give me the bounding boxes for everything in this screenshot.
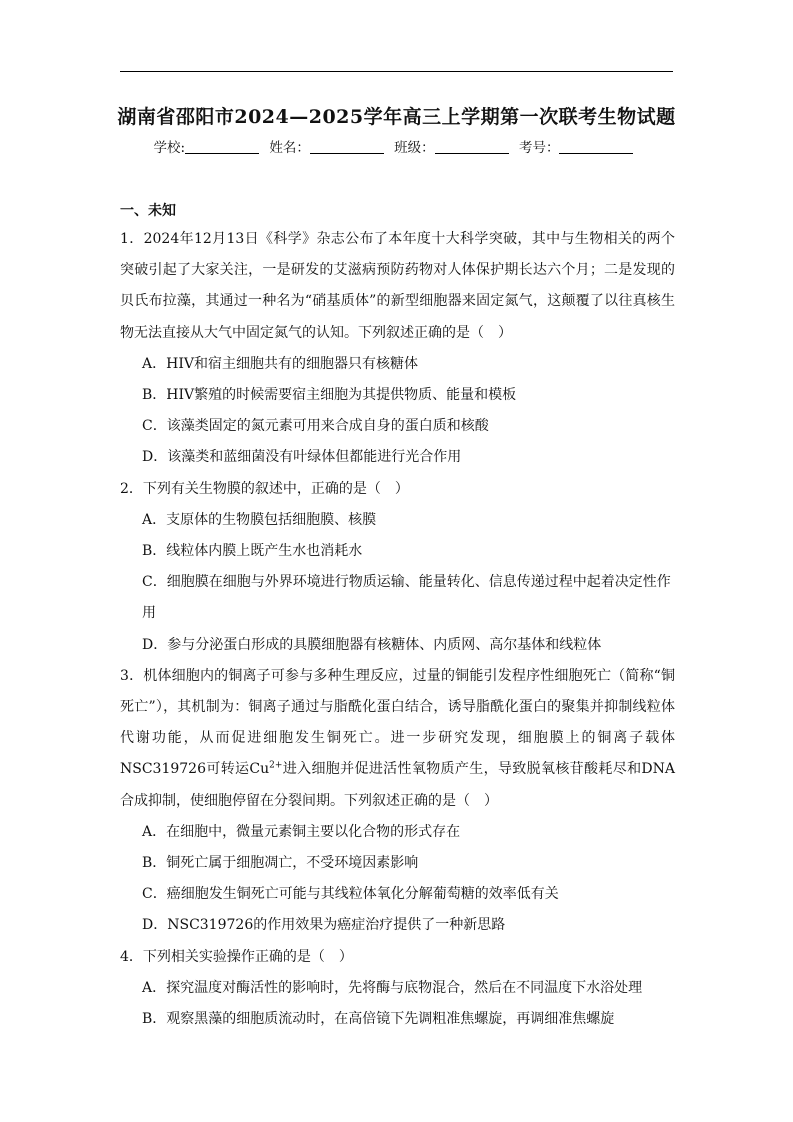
question-stem-part-1: 3．机体细胞内的铜离子可参与多种生理反应，过量的铜能引发程序性细胞死亡（简称“铜死亡”），其机制为：铜离子通过与脂酰化蛋白结合，诱导脂酰化蛋白的聚集并抑制线粒体代谢功能，从而促进细胞发生铜死亡。进一步研究发现，细胞膜上的铜离子载体NSC319726可转运Cu — [120, 667, 675, 778]
class-label: 班级： — [394, 140, 435, 156]
option-b: B．观察黑藻的细胞质流动时，在高倍镜下先调粗准焦螺旋，再调细准焦螺旋 — [142, 1011, 615, 1028]
school-blank — [185, 139, 259, 154]
option-b: B．HIV繁殖的时候需要宿主细胞为其提供物质、能量和模板 — [142, 387, 517, 404]
option-d: D．参与分泌蛋白形成的具膜细胞器有核糖体、内质网、高尔基体和线粒体 — [142, 636, 602, 653]
option-d: D．NSC319726的作用效果为癌症治疗提供了一种新思路 — [142, 917, 506, 934]
option-a: A．HIV和宿主细胞共有的细胞器只有核糖体 — [142, 355, 418, 372]
option-a: A．支原体的生物膜包括细胞膜、核膜 — [142, 511, 377, 528]
exam-number-label: 考号： — [518, 140, 560, 156]
student-info-line — [0, 138, 793, 158]
exam-number-blank — [559, 139, 633, 154]
question-stem: 4．下列相关实验操作正确的是（ ） — [120, 948, 353, 965]
school-label: 学校: — [153, 140, 186, 156]
question-stem: 2．下列有关生物膜的叙述中，正确的是（ ） — [120, 480, 409, 497]
option-c-continuation: 用 — [142, 605, 156, 622]
questions-list — [120, 224, 675, 1035]
name-label: 姓名： — [269, 140, 310, 156]
option-c: C．癌细胞发生铜死亡可能与其线粒体氧化分解葡萄糖的效率低有关 — [142, 886, 559, 903]
option-a: A．在细胞中，微量元素铜主要以化合物的形式存在 — [142, 823, 461, 840]
question-stem-part-2: 进入细胞并促进活性氧物质产生，导致脱氧核苷酸耗尽和DNA合成抑制，使细胞停留在分裂间期。下列叙述正确的是（ ） — [120, 761, 675, 809]
option-b: B．线粒体内膜上既产生水也消耗水 — [142, 543, 363, 560]
option-d: D．该藻类和蓝细菌没有叶绿体但都能进行光合作用 — [142, 449, 462, 466]
option-c: C．该藻类固定的氮元素可用来合成自身的蛋白质和核酸 — [142, 418, 489, 435]
question-stem: 1．2024年12月13日《科学》杂志公布了本年度十大科学突破，其中与生物相关的两个突破引起了大家关注，一是研发的艾滋病预防药物对人体保护期长达六个月；二是发现的贝氏布拉藻，其通过一种名为“硝基质体”的新型细胞器来固定氮气，这颠覆了以往真核生物无法直接从大气中固定氮气的认知。下列叙述正确的是（ ） — [120, 231, 675, 341]
option-a: A．探究温度对酶活性的影响时，先将酶与底物混合，然后在不同温度下水浴处理 — [142, 979, 643, 996]
page-title: 湖南省邵阳市2024—2025学年高三上学期第一次联考生物试题 — [117, 106, 676, 128]
section-heading: 一、未知 — [120, 203, 176, 219]
name-blank — [310, 139, 384, 154]
class-blank — [435, 139, 509, 154]
question-stem — [120, 661, 675, 817]
ion-charge-superscript: 2+ — [269, 760, 283, 771]
header-rule — [120, 71, 673, 72]
option-c: C．细胞膜在细胞与外界环境进行物质运输、能量转化、信息传递过程中起着决定性作 — [142, 574, 671, 591]
option-b: B．铜死亡属于细胞凋亡，不受环境因素影响 — [142, 855, 419, 872]
